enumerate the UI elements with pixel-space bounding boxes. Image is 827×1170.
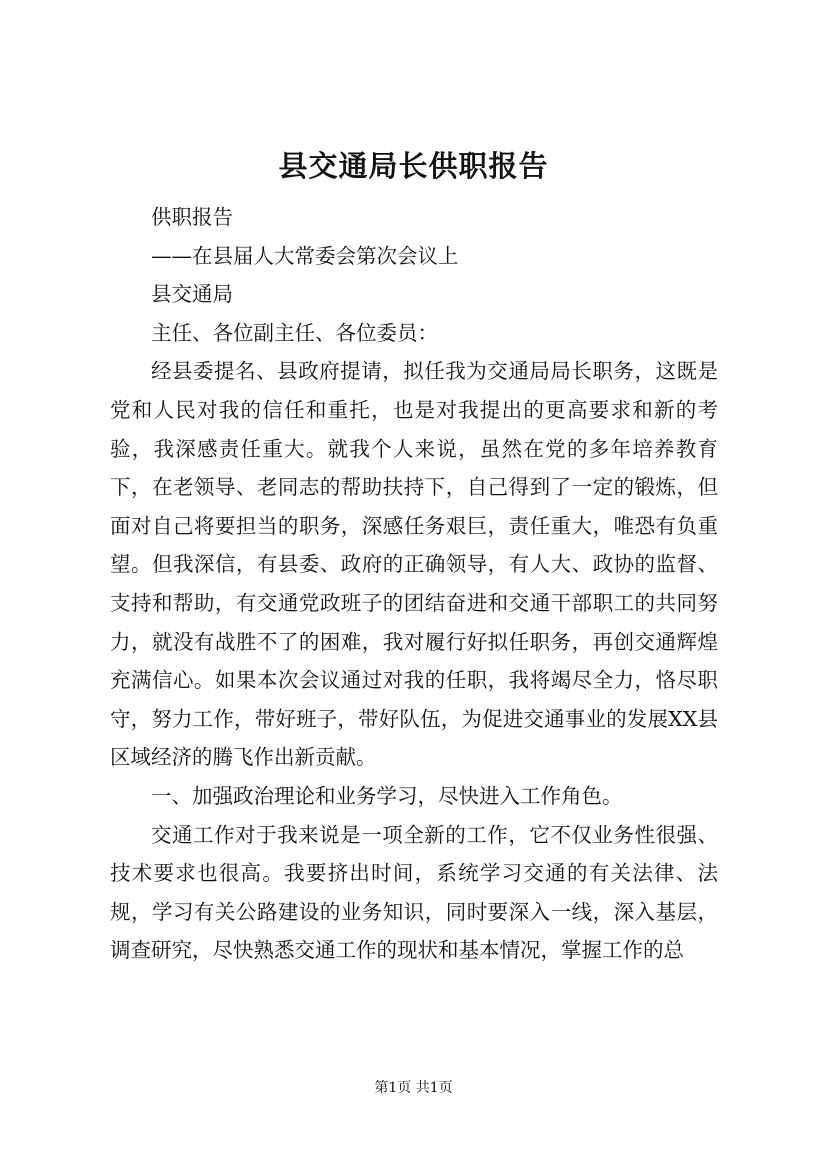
page-number-footer: 第1页 共1页 [374,1080,453,1096]
paragraph-subheading: ——在县届人大常委会第次会议上 [151,243,459,268]
paragraph-department: 县交通局 [151,282,233,307]
paragraph-intro: 经县委提名、县政府提请，拟任我为交通局局长职务，这既是党和人民对我的信任和重托，也是对我提出的更高要求和新的考验，我深感责任重大。就我个人来说，虽然在党的多年培养教育下，在老领导、老同志的帮助扶持下，自己得到了一定的锻炼，但面对自己将要担当的职务，深感任务艰巨，责任重大，唯恐有负重望。但我深信，有县委、政府的正确领导，有人大、政协的监督、支持和帮助，有交通党政班子的团结奋进和交通干部职工的共同努力，就没有战胜不了的困难，我对履行好拟任职务，再创交通辉煌充满信心。如果本次会议通过对我的任职，我将竭尽全力，恪尽职守，努力工作，带好班子，带好队伍，为促进交通事业的发展XX县区域经济的腾飞作出新贡献。 [110,359,718,770]
paragraph-section-body: 交通工作对于我来说是一项全新的工作，它不仅业务性很强、技术要求也很高。我要挤出时间，系统学习交通的有关法律、法规，学习有关公路建设的业务知识，同时要深入一线，深入基层，调查研究，尽快熟悉交通工作的现状和基本情况，掌握工作的总 [110,822,718,963]
document-body [110,198,718,970]
paragraph-heading: 供职报告 [151,205,233,229]
paragraph-salutation: 主任、各位副主任、各位委员： [151,320,438,345]
document-title: 县交通局长供职报告 [278,149,549,183]
paragraph-section-heading: 一、加强政治理论和业务学习，尽快进入工作角色。 [151,783,623,808]
